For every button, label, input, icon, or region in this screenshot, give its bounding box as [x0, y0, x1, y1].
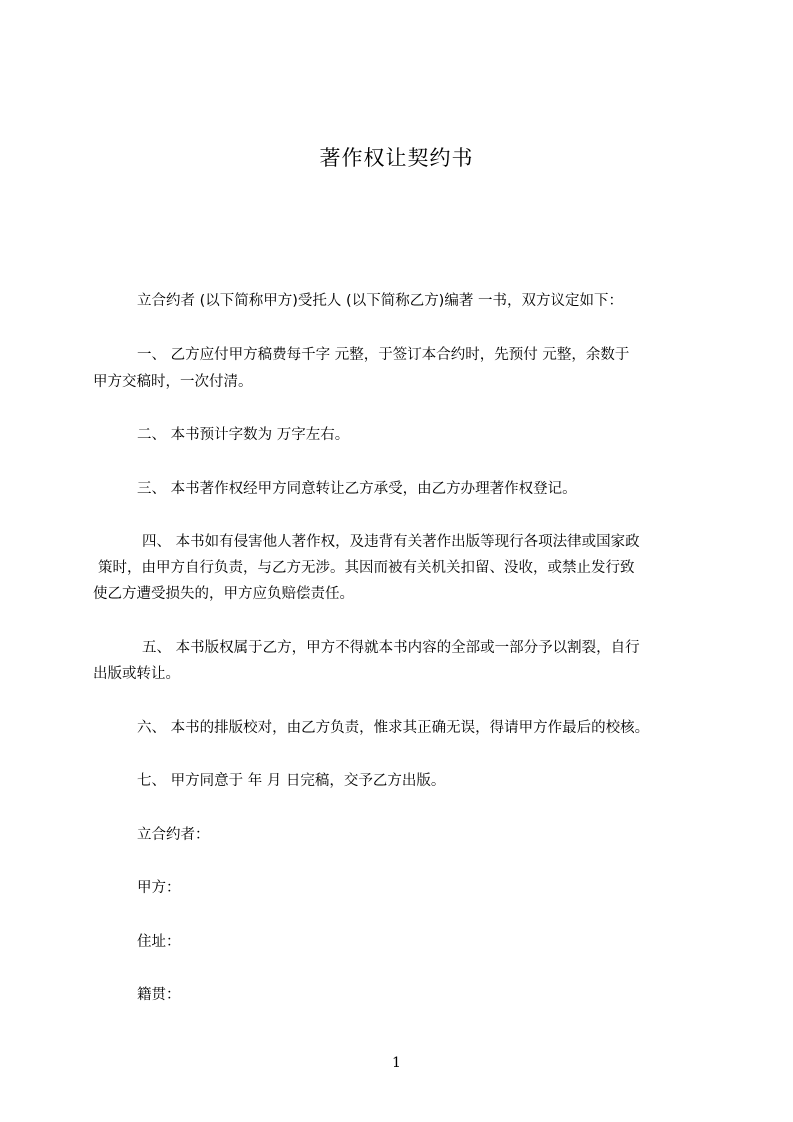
clause-4-line-3: 使乙方遭受损失的，甲方应负赔偿责任。 — [93, 586, 354, 602]
clause-5-line-2: 出版或转让。 — [93, 666, 180, 682]
clause-7: 七、 甲方同意于 年 月 日完稿，交予乙方出版。 — [137, 773, 446, 789]
clause-3: 三、 本书著作权经甲方同意转让乙方承受，由乙方办理著作权登记。 — [137, 481, 577, 497]
clause-4-line-1: 四、 本书如有侵害他人著作权，及违背有关著作出版等现行各项法律或国家政 — [142, 534, 640, 550]
clause-4-line-2: 策时，由甲方自行负责，与乙方无涉。其因而被有关机关扣留、没收，或禁止发行致 — [98, 560, 635, 576]
clause-1-line-1: 一、 乙方应付甲方稿费每千字 元整，于签订本合约时，先预付 元整，余数于 — [137, 347, 630, 363]
clause-5-line-1: 五、 本书版权属于乙方，甲方不得就本书内容的全部或一部分予以割裂，自行 — [142, 640, 640, 656]
intro-paragraph: 立合约者 (以下简称甲方)受托人 (以下简称乙方)编著 一书，双方议定如下： — [137, 293, 623, 309]
clause-1-line-2: 甲方交稿时，一次付清。 — [93, 374, 253, 390]
signature-parties-label: 立合约者： — [137, 827, 210, 843]
clause-2: 二、 本书预计字数为 万字左右。 — [137, 427, 350, 443]
clause-6: 六、 本书的排版校对，由乙方负责，惟求其正确无误，得请甲方作最后的校核。 — [137, 720, 650, 736]
signature-origin-label: 籍贯： — [137, 987, 181, 1003]
document-title: 著作权让契约书 — [319, 146, 474, 170]
page-number: 1 — [392, 1055, 401, 1071]
signature-party-a-label: 甲方： — [137, 880, 181, 896]
signature-address-label: 住址： — [137, 934, 181, 950]
